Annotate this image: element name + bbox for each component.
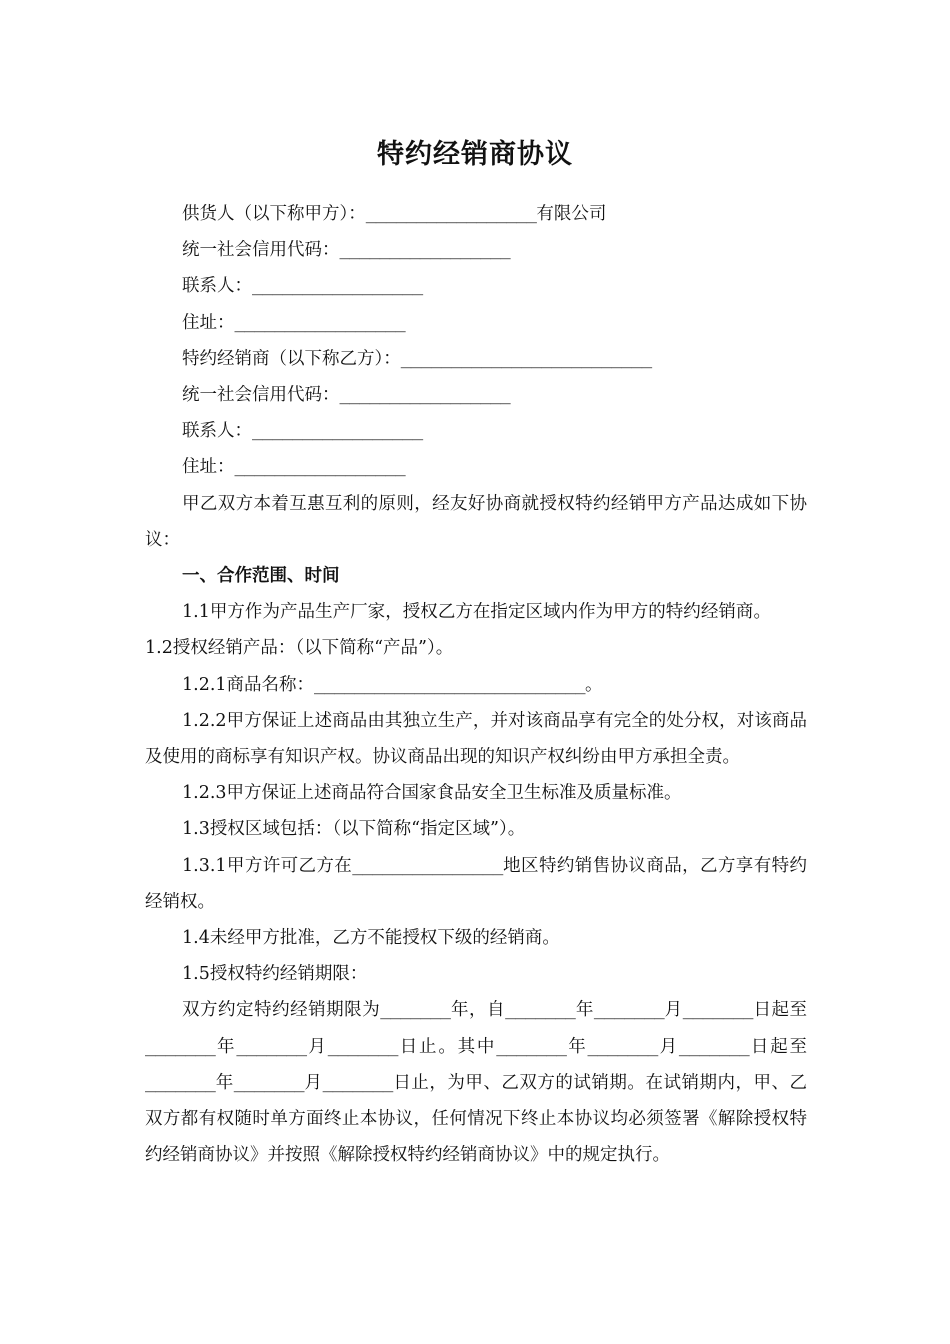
period-text: 年 bbox=[575, 1000, 594, 1021]
clause-1-3: 1.3授权区域包括：（以下简称“指定区域”）。 bbox=[182, 819, 526, 840]
trial-end-month-field[interactable]: _______ bbox=[233, 1072, 305, 1093]
period-text: 日起至 bbox=[752, 1000, 808, 1021]
period-paragraph bbox=[145, 992, 807, 1173]
period-text: 年，自 bbox=[450, 1000, 506, 1021]
trial-start-year-field[interactable]: _______ bbox=[496, 1036, 567, 1057]
trial-start-month-field[interactable]: _______ bbox=[587, 1036, 658, 1057]
supplier-credit-code-field[interactable]: _________________ bbox=[339, 240, 511, 261]
supplier-label: 供货人（以下称甲方）： bbox=[182, 204, 366, 224]
period-text: 月 bbox=[657, 1036, 679, 1057]
clause-1-1: 1.1甲方作为产品生产厂家，授权乙方在指定区域内作为甲方的特约经销商。 bbox=[182, 602, 771, 623]
dealer-address-label: 住址： bbox=[182, 457, 235, 478]
dealer-label: 特约经销商（以下称乙方）： bbox=[182, 348, 401, 369]
period-text: 日起至 bbox=[749, 1036, 808, 1057]
dealer-contact-line bbox=[145, 413, 807, 449]
clause-1-2-2: 1.2.2甲方保证上述商品由其独立生产，并对该商品享有完全的处分权，对该商品及使用的商标享有知识产权。协议商品出现的知识产权纠纷由甲方承担全责。 bbox=[145, 710, 807, 768]
trial-start-day-field[interactable]: _______ bbox=[678, 1036, 750, 1057]
period-years-field[interactable]: _______ bbox=[380, 1000, 451, 1021]
region-prefix: 1.3.1甲方许可乙方在 bbox=[182, 855, 353, 876]
supplier-credit-code-label: 统一社会信用代码： bbox=[182, 240, 340, 261]
document-body bbox=[145, 196, 807, 1173]
document-title: 特约经销商协议 bbox=[377, 139, 573, 170]
product-name-suffix: 。 bbox=[585, 674, 603, 695]
period-text: 年 bbox=[215, 1036, 237, 1057]
region-suffix: 地区特约销售协议商品，乙方享有特约经销权。 bbox=[145, 855, 807, 912]
intro-paragraph: 甲乙双方本着互惠互利的原则，经友好协商就授权特约经销甲方产品达成如下协议： bbox=[145, 493, 807, 550]
trial-end-day-field[interactable]: _______ bbox=[322, 1072, 393, 1093]
supplier-name-field[interactable]: _________________ bbox=[365, 204, 537, 224]
start-day-field[interactable]: _______ bbox=[682, 1000, 753, 1021]
supplier-contact-label: 联系人： bbox=[182, 276, 252, 297]
supplier-contact-field[interactable]: _________________ bbox=[252, 276, 423, 297]
end-day-field[interactable]: _______ bbox=[327, 1036, 398, 1057]
period-text: 双方约定特约经销期限为 bbox=[182, 1000, 381, 1021]
dealer-address-line bbox=[145, 449, 807, 485]
end-month-field[interactable]: _______ bbox=[236, 1036, 307, 1057]
dealer-name-field[interactable]: _________________________ bbox=[400, 348, 652, 369]
section-1-heading: 一、合作范围、时间 bbox=[182, 566, 340, 587]
supplier-line bbox=[145, 196, 807, 232]
period-text: 月 bbox=[306, 1036, 328, 1057]
supplier-suffix: 有限公司 bbox=[536, 204, 607, 224]
clause-1-2: 1.2授权经销产品：（以下简称“产品”）。 bbox=[145, 638, 454, 659]
clause-1-2-3: 1.2.3甲方保证上述商品符合国家食品安全卫生标准及质量标准。 bbox=[182, 783, 682, 804]
trial-end-year-field[interactable]: _______ bbox=[145, 1072, 216, 1093]
dealer-credit-code-line bbox=[145, 377, 807, 413]
product-name-field[interactable]: ___________________________ bbox=[314, 674, 586, 695]
clause-1-1-and-1-2 bbox=[145, 594, 807, 666]
clause-1-2-1 bbox=[145, 667, 807, 703]
period-text: 日止，为甲、乙双方的试销期。在试销期内，甲、乙双方都有权随时单方面终止本协议，任何情况下终止本协议均必须签署《解除授权特约经销商协议》并按照《解除授权特约经销商协议》中的规定执行。 bbox=[145, 1072, 807, 1166]
supplier-credit-code-line bbox=[145, 232, 807, 268]
supplier-contact-line bbox=[145, 268, 807, 304]
dealer-credit-code-label: 统一社会信用代码： bbox=[182, 385, 340, 406]
start-month-field[interactable]: _______ bbox=[593, 1000, 665, 1021]
period-text: 月 bbox=[664, 1000, 683, 1021]
region-field[interactable]: _______________ bbox=[352, 855, 503, 876]
dealer-address-field[interactable]: _________________ bbox=[234, 457, 406, 478]
dealer-contact-field[interactable]: _________________ bbox=[252, 421, 423, 442]
period-text: 年 bbox=[566, 1036, 588, 1057]
supplier-address-field[interactable]: _________________ bbox=[234, 312, 406, 333]
start-year-field[interactable]: _______ bbox=[505, 1000, 576, 1021]
supplier-address-label: 住址： bbox=[182, 312, 235, 333]
dealer-credit-code-field[interactable]: _________________ bbox=[339, 385, 511, 406]
dealer-line bbox=[145, 341, 807, 377]
supplier-address-line bbox=[145, 305, 807, 341]
clause-1-4: 1.4未经甲方批准，乙方不能授权下级的经销商。 bbox=[182, 928, 560, 949]
period-text: 日止。其中 bbox=[397, 1036, 497, 1057]
product-name-label: 1.2.1商品名称： bbox=[182, 674, 315, 695]
clause-1-5: 1.5授权特约经销期限： bbox=[182, 964, 368, 985]
end-year-field[interactable]: _______ bbox=[145, 1036, 216, 1057]
dealer-contact-label: 联系人： bbox=[182, 421, 252, 442]
clause-1-3-1 bbox=[145, 848, 807, 920]
period-text: 年 bbox=[215, 1072, 234, 1093]
period-text: 月 bbox=[304, 1072, 323, 1093]
